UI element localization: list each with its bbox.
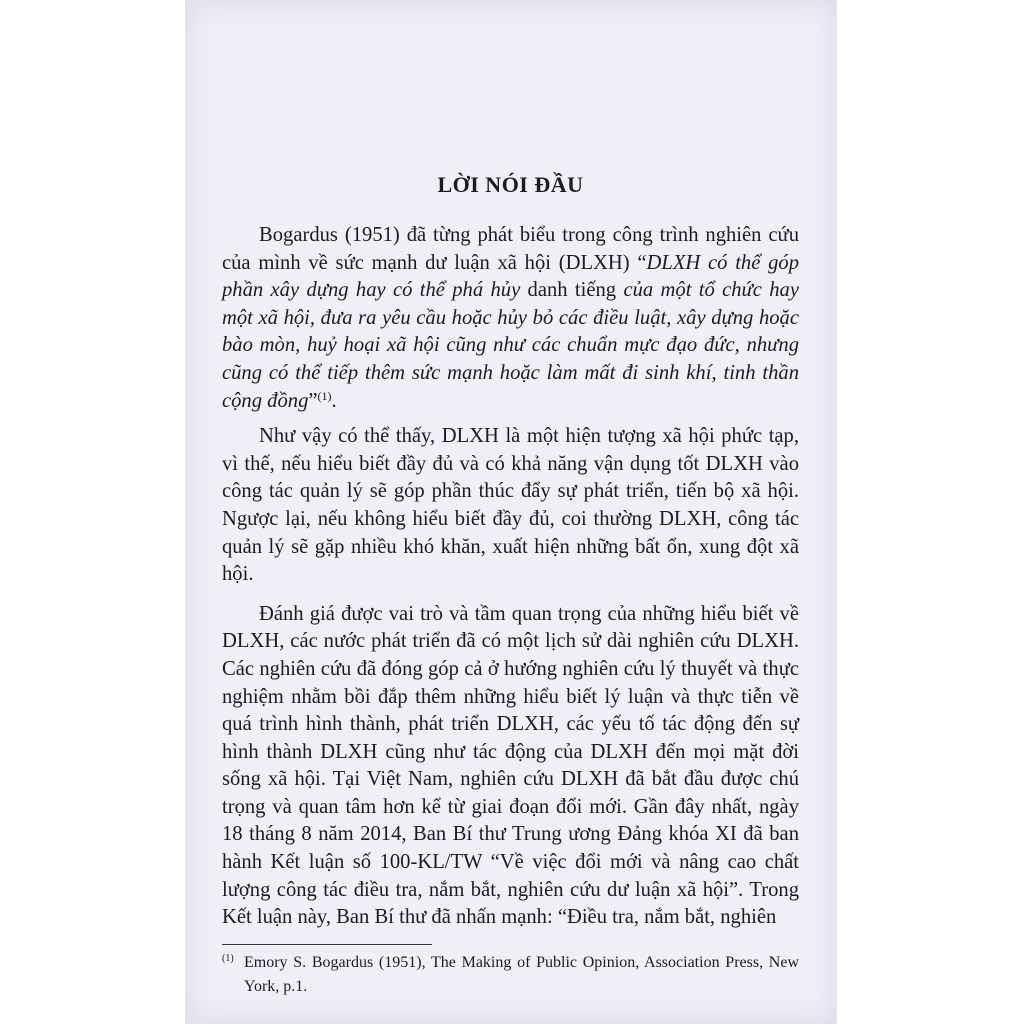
footnote-mark: (1)	[222, 952, 234, 964]
page-content	[222, 172, 799, 999]
paragraph-1	[222, 222, 799, 415]
p1-period: .	[331, 389, 337, 412]
p1-text-a: Bogardus (1951) đã từng phát biểu trong công trình nghiên cứu của mình về sức mạnh dư luận xã hội (DLXH) “	[222, 224, 799, 274]
footnote-divider	[222, 944, 432, 945]
p1-quote-italic-2: của một tổ chức hay một xã hội, đưa ra yêu cầu hoặc hủy bỏ các điều luật, xây dựng hoặc bào mòn, huỷ hoại xã hội cũng như các chuẩn mực đạo đức, nhưng cũng có thể tiếp thêm sức mạnh hoặc làm mất đi sinh khí, tinh thần cộng đồng	[222, 279, 799, 412]
footnote-text: Emory S. Bogardus (1951), The Making of Public Opinion, Association Press, New York, p.1.	[244, 953, 799, 995]
paragraph-2: Như vậy có thể thấy, DLXH là một hiện tượng xã hội phức tạp, vì thế, nếu hiểu biết đầy đủ và có khả năng vận dụng tốt DLXH vào công tác quản lý sẽ góp phần thúc đẩy sự phát triển, tiến bộ xã hội. Ngược lại, nếu không hiểu biết đầy đủ, coi thường DLXH, công tác quản lý sẽ gặp nhiều khó khăn, xuất hiện những bất ổn, xung đột xã hội.	[222, 425, 799, 586]
p1-quote-italic-1: DLXH có thể góp phần xây dựng hay có thể phá hủy	[222, 251, 799, 302]
book-page	[185, 0, 837, 1024]
footnote-reference: (1)	[317, 388, 332, 403]
paragraph-3: Đánh giá được vai trò và tầm quan trọng của những hiểu biết về DLXH, các nước phát triển đã có một lịch sử dài nghiên cứu DLXH. Các nghiên cứu đã đóng góp cả ở hướng nghiên cứu lý thuyết và thực nghiệm nhằm bồi đắp thêm những hiểu biết lý luận và thực tiễn về quá trình hình thành, phát triển DLXH, các yếu tố tác động đến sự hình thành DLXH cũng như tác động của DLXH đến mọi mặt đời sống xã hội. Tại Việt Nam, nghiên cứu DLXH đã bắt đầu được chú trọng và quan tâm hơn kể từ giai đoạn đổi mới. Gần đây nhất, ngày 18 tháng 8 năm 2014, Ban Bí thư Trung ương Đảng khóa XI đã ban hành Kết luận số 100-KL/TW “Về việc đổi mới và nâng cao chất lượng công tác điều tra, nắm bắt, nghiên cứu dư luận xã hội”. Trong Kết luận này, Ban Bí thư đã nhấn mạnh: “Điều tra, nắm bắt, nghiên	[222, 602, 799, 929]
p1-text-c: danh tiếng	[520, 279, 624, 302]
footnote	[222, 951, 799, 999]
p1-quote-close: ”	[308, 389, 318, 412]
page-title: LỜI NÓI ĐẦU	[437, 172, 584, 197]
